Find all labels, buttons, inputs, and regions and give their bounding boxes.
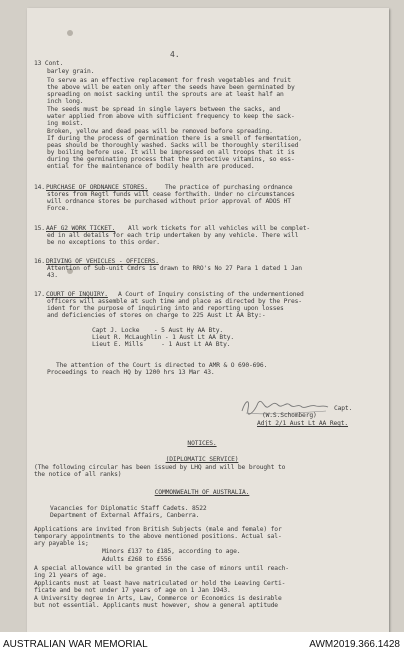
punch-hole [67, 30, 73, 36]
section-15-number: 15. [34, 225, 45, 232]
section-16-number: 16. [34, 258, 45, 265]
notices-para2-line: Applicants must at least have matriculated or hold the Leaving Certi- [34, 580, 286, 587]
archive-reference: AWM2019.366.1428 [309, 639, 400, 650]
salary-line: Adults £268 to £556 [102, 556, 172, 563]
section-13-line: Broken, yellow and dead peas will be removed before spreading. [47, 128, 273, 135]
notices-department: Department of External Affairs, Canberra. [50, 512, 200, 519]
notices-subheading: (DIPLOMATIC SERVICE) [165, 456, 239, 463]
signatory-role: Adjt 2/1 Aust Lt AA Regt. [257, 420, 349, 427]
section-13-line: inch long. [47, 98, 84, 105]
section-13-subheading: barley grain. [47, 68, 95, 75]
archive-name: AUSTRALIAN WAR MEMORIAL [3, 639, 148, 650]
section-17-number: 17. [34, 291, 45, 298]
section-13-line: the above will be eaten only after the seeds have been germinated by [47, 84, 295, 91]
court-member: Lieut E. Mills - 1 Aust Lt AA Bty. [92, 341, 231, 348]
notices-para1-line: ary payable is; [34, 540, 89, 547]
section-16-title: DRIVING OF VEHICLES - OFFICERS. [46, 258, 159, 265]
notices-para2-line: ficate and be not under 17 years of age on 1 Jan 1943. [34, 587, 231, 594]
section-17-line: officers will assemble at such time and place as directed by the Pres- [47, 298, 302, 305]
section-15-line: be no exceptions to this order. [47, 239, 160, 246]
notices-vacancies: Vacancies for Diplomatic Staff Cadets. 8522 [50, 505, 207, 512]
section-16-line: 43. [47, 272, 58, 279]
section-16-line: Attention of Sub-unit Cmdrs is drawn to RRO's No 27 Para 1 dated 1 Jan [47, 265, 302, 272]
section-14-number: 14. [34, 184, 45, 191]
section-13-line: by boiling before use. It will be impressed on all troops that it is [47, 149, 295, 156]
section-15-line: ed in all details for each trip undertaken by any vehicle. There will [47, 232, 299, 239]
section-13-line: during the germinating process that the protective vitamins, so ess- [47, 156, 295, 163]
notices-heading: NOTICES. [187, 440, 217, 447]
court-member: Lieut R. McLaughlin - 1 Aust Lt AA Bty. [92, 334, 235, 341]
court-member: Capt J. Locke - 5 Aust Hy AA Bty. [92, 327, 224, 334]
salary-line: Minors £137 to £185, according to age. [102, 548, 241, 555]
section-13-line: peas should be thoroughly washed. Sacks will be thoroughly sterilised [47, 142, 299, 149]
section-13-line: water applied from above with sufficient frequency to keep the sack- [47, 113, 295, 120]
notices-organisation: COMMONWEALTH OF AUSTRALIA. [154, 489, 250, 496]
notices-intro-line: the notice of all ranks) [34, 471, 122, 478]
section-14-line: Force. [47, 205, 69, 212]
section-13-line: If during the process of germination there is a smell of fermentation, [47, 135, 302, 142]
section-14-title: PURCHASE OF ORDNANCE STORES. [46, 184, 148, 191]
section-13-line: To serve as an effective replacement for fresh vegetables and fruit [47, 77, 291, 84]
notices-para2-line: A special allowance will be granted in the case of minors until reach- [34, 565, 289, 572]
signatory-name: (W.S.Schomberg) [262, 412, 317, 419]
notices-para2-line: but not essential. Applicants must however, show a general aptitude [34, 602, 278, 609]
page-number: 4. [170, 50, 180, 59]
section-15-title: AAF G2 WORK TICKET. [46, 225, 116, 232]
section-17-title: COURT OF INQUIRY. [46, 291, 108, 298]
section-13-heading: 13 Cont. [34, 60, 64, 67]
notices-para2-line: A University degree in Arts, Law, Commerce or Economics is desirable [34, 595, 282, 602]
notices-intro-line: (The following circular has been issued by LHQ and will be brought to [34, 464, 286, 471]
section-14-line: will ordnance stores be purchased without prior approval of ADOS HT [47, 198, 291, 205]
section-17-closing: The attention of the Court is directed to AMR & O 690-696. [56, 362, 268, 369]
section-17-line: and deficiencies of stores on charge to 225 Aust Lt AA Bty:- [47, 312, 266, 319]
notices-para1-line: temporary appointments to the above mentioned positions. Actual sal- [34, 533, 282, 540]
section-14-line: stores from Regtl funds will cease forthwith. Under no circumstances [47, 191, 295, 198]
section-13-line: ential for the maintenance of bodily health are produced. [47, 163, 255, 170]
section-13-line: The seeds must be spread in single layers between the sacks, and [47, 106, 281, 113]
section-13-line: ing moist. [47, 120, 84, 127]
archive-footer [0, 632, 404, 653]
section-17-line: A Court of Inquiry consisting of the undermentioned [118, 291, 304, 298]
notices-para1-line: Applications are invited from British Subjects (male and female) for [34, 526, 282, 533]
section-13-line: spreading on moist sacking until the sprouts are at least half an [47, 91, 284, 98]
notices-para2-line: ing 21 years of age. [34, 572, 107, 579]
section-17-line: ident for the purpose of inquiring into and reporting upon losses [47, 305, 284, 312]
signatory-rank: Capt. [334, 405, 353, 412]
section-17-closing: Proceedings to reach HQ by 1200 hrs 13 Mar 43. [47, 369, 215, 376]
section-15-line: All work tickets for all vehicles will be complet- [128, 225, 311, 232]
section-14-line: The practice of purchasing ordnance [165, 184, 293, 191]
